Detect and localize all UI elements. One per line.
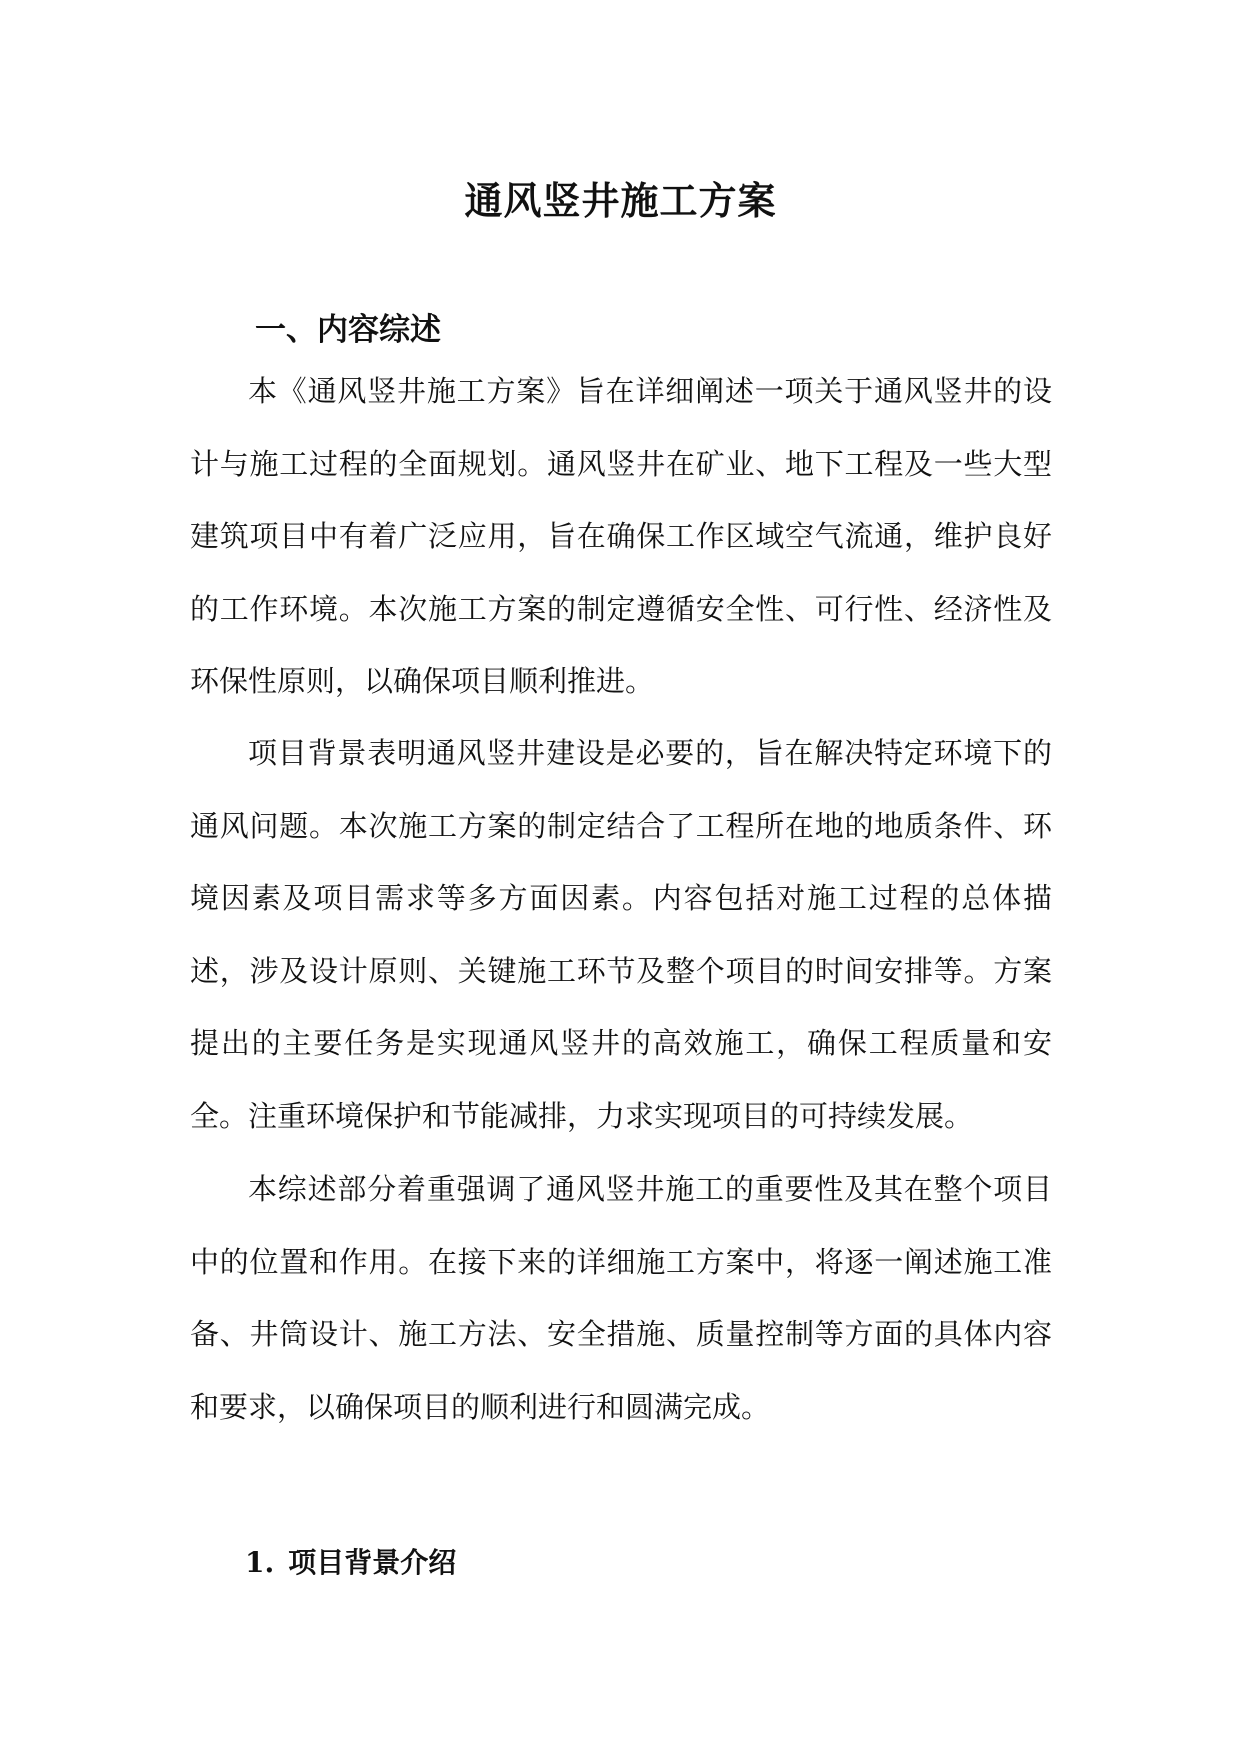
subsection-title: 项目背景介绍 <box>288 1546 457 1579</box>
body-paragraph: 项目背景表明通风竖井建设是必要的，旨在解决特定环境下的通风问题。本次施工方案的制定结合了工程所在地的地质条件、环境因素及项目需求等多方面因素。内容包括对施工过程的总体描述，涉及设计原则、关键施工环节及整个项目的时间安排等。方案提出的主要任务是实现通风竖井的高效施工，确保工程质量和安全。注重环境保护和节能减排，力求实现项目的可持续发展。 <box>190 736 1052 1133</box>
body-paragraph: 本《通风竖井施工方案》旨在详细阐述一项关于通风竖井的设计与施工过程的全面规划。通风竖井在矿业、地下工程及一些大型建筑项目中有着广泛应用，旨在确保工作区域空气流通，维护良好的工作环境。本次施工方案的制定遵循安全性、可行性、经济性及环保性原则，以确保项目顺利推进。 <box>190 374 1052 698</box>
subsection-heading <box>245 1543 456 1583</box>
document-title: 通风竖井施工方案 <box>464 178 777 224</box>
body-paragraph: 本综述部分着重强调了通风竖井施工的重要性及其在整个项目中的位置和作用。在接下来的详细施工方案中，将逐一阐述施工准备、井筒设计、施工方法、安全措施、质量控制等方面的具体内容和要求，以确保项目的顺利进行和圆满完成。 <box>190 1172 1052 1424</box>
subsection-number: 1. <box>245 1546 275 1579</box>
section-heading: 一、内容综述 <box>255 311 441 348</box>
